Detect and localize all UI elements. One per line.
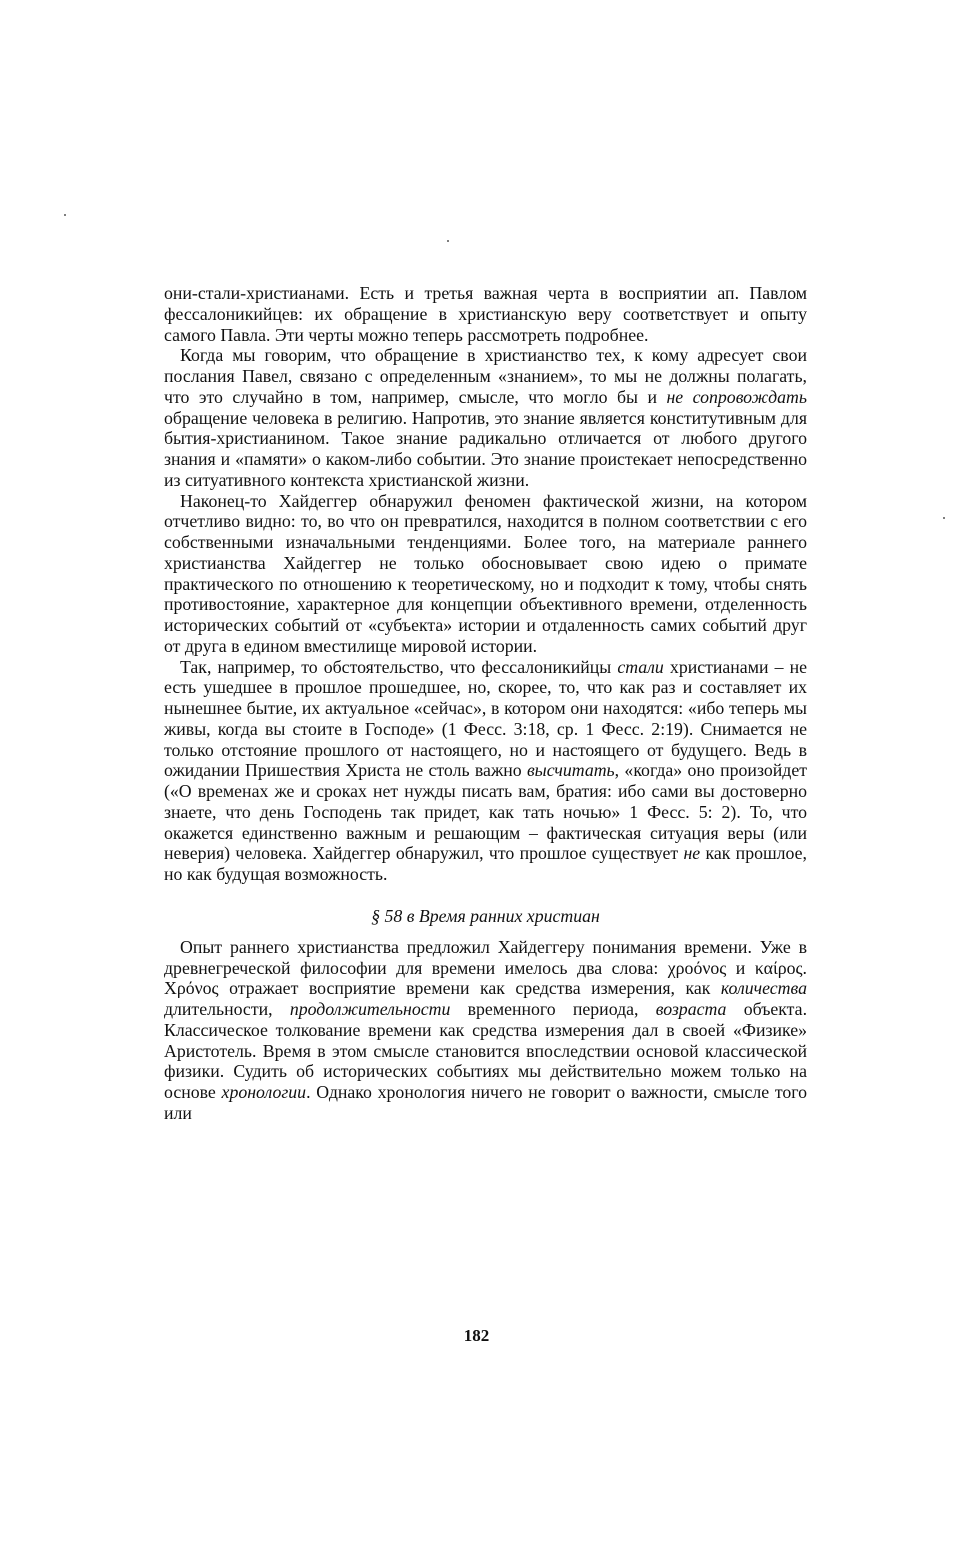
emphasis: возраста	[655, 999, 727, 1019]
paragraph-4: Так, например, то обстоятельство, что фессалоникийцы стали христианами – не есть ушедшее в прошлое прошедшее, но, скорее, то, что как раз и составляет их нынешнее бытие, их актуальное «сейчас», в котором они находятся: «ибо теперь мы живы, когда вы стоите в Господе» (1 Фесс. 3:18, ср. 1 Фесс. 2:19). Снимается не только отстояние прошлого от настоящего, но и настоящего от будущего. Ведь в ожидании Пришествия Христа не столь важно высчитать, «когда» оно произойдет («О временах же и сроках нет нужды писать вам, братия: ибо сами вы достоверно знаете, что день Господень так придет, как тать ночью» 1 Фесс. 5: 2). То, что окажется единственно важным и решающим – фактическая ситуация веры (или неверия) человека. Хайдеггер обнаружил, что прошлое существует не как прошлое, но как будущая возможность.	[164, 656, 807, 884]
page-number: 182	[463, 1326, 490, 1345]
paragraph-3: Наконец-то Хайдеггер обнаружил феномен фактической жизни, на котором отчетливо видно: то, во что он превратился, находится в полном соответствии с его собственными изначальными тенденциями. Более того, на материале раннего христианства Хайдеггер не только обосновывает свою идею о примате практического по отношению к теоретическому, но и подходит к тому, чтобы снять противостояние, характерное для концепции объективного времени, отделенность исторических событий от «субъекта» истории и отдаленность самих событий друг от друга в едином вместилище мировой истории.	[164, 490, 807, 656]
emphasis: высчитать	[526, 760, 615, 781]
emphasis: не сопровождать	[666, 386, 807, 407]
emphasis: стали	[617, 656, 664, 677]
emphasis: продолжительности	[289, 999, 451, 1019]
scan-speck	[943, 517, 945, 519]
scan-speck	[64, 214, 66, 216]
paragraph-5: Опыт раннего христианства предложил Хайдеггеру понимания времени. Уже в древнегреческой философии для времени имелось два слова: χροόνος и καίρος. Χρόνος отражает восприятие времени как средства измерения, как количества длительности, продолжительности временного периода, возраста объекта. Классическое толкование времени как средства измерения дал в своей «Физике» Аристотель. Время в этом смысле становится впоследствии основой классической физики. Судить об исторических событиях мы действительно можем только на основе хронологии. Однако хронология ничего не говорит о важности, смысле того или	[164, 936, 808, 1123]
emphasis: хронологии	[221, 1082, 307, 1102]
emphasis: не	[683, 843, 701, 864]
emphasis: количества	[720, 978, 807, 999]
paragraph-1: они-стали-христианами. Есть и третья важная черта в восприятии ап. Павлом фессалоникийцев: их обращение в христианскую веру соответствует и опыту самого Павла. Эти черты можно теперь рассмотреть подробнее.	[164, 283, 807, 345]
section-heading: § 58 в Время ранних христиан	[371, 905, 600, 926]
paragraph-2: Когда мы говорим, что обращение в христианство тех, к кому адресует свои послания Павел, связано с определенным «знанием», то мы не должны полагать, что это случайно в том, например, смысле, что могло бы и не сопровождать обращение человека в религию. Напротив, это знание является конститутивным для бытия-христианином. Такое знание радикально отличается от любого другого знания и «памяти» о каком-либо событии. Это знание проистекает непосредственно из ситуативного контекста христианской жизни.	[164, 345, 807, 490]
scan-speck	[447, 240, 449, 242]
main-text	[164, 283, 807, 1124]
